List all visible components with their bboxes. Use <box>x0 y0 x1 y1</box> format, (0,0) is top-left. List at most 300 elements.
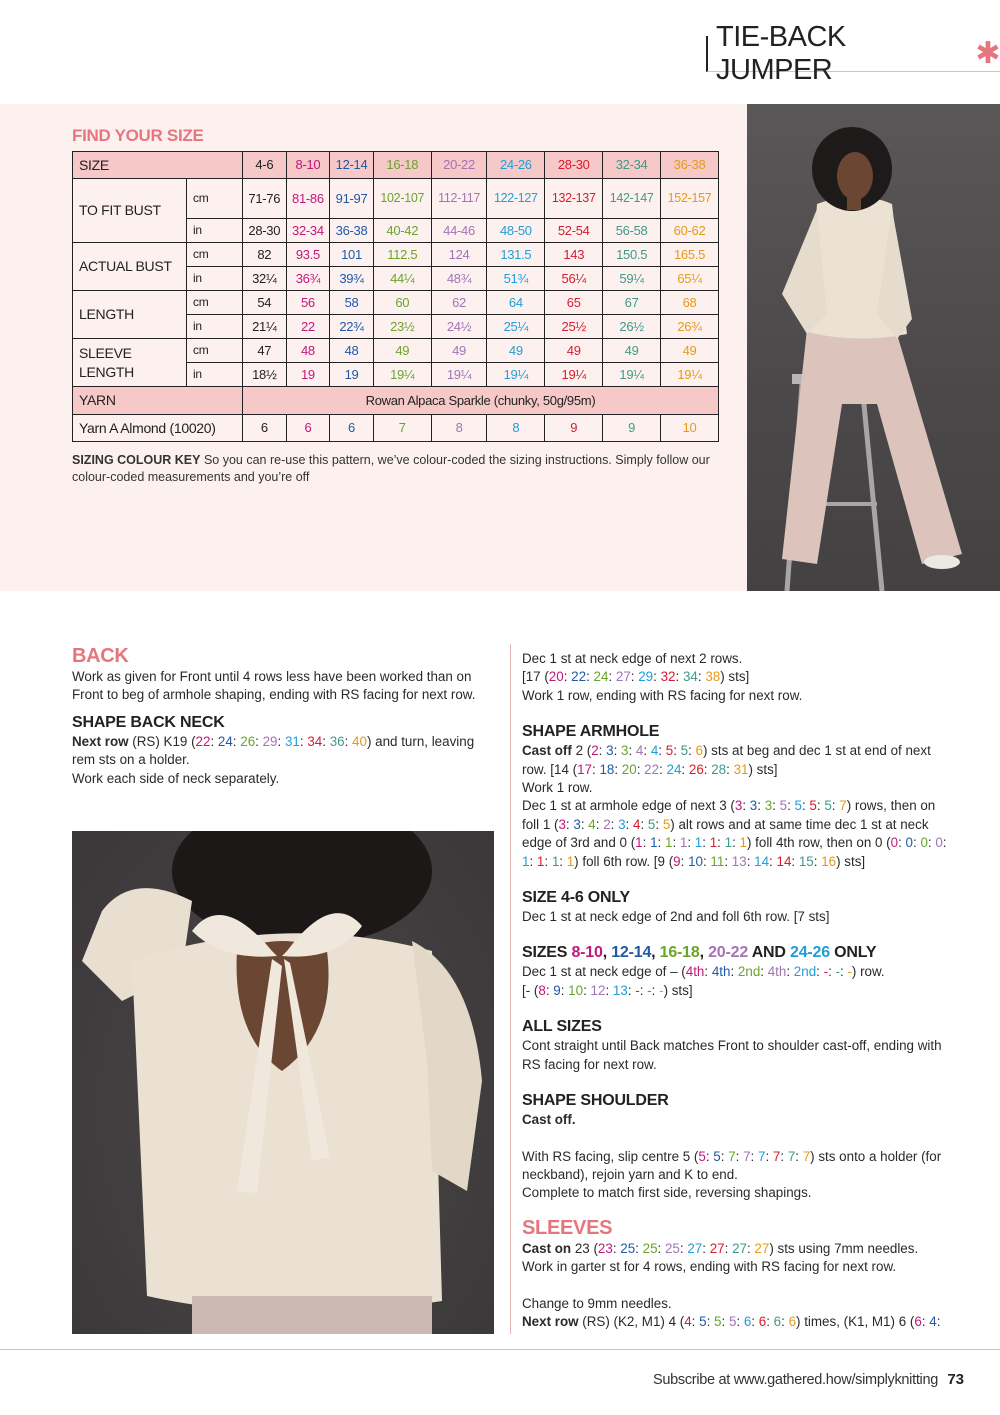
size-value: 1 <box>566 853 575 869</box>
unit-cm: cm <box>187 243 243 267</box>
dec-sts <box>522 668 947 686</box>
value-cell-in: 19 <box>286 363 330 387</box>
size-value: 1 <box>650 835 658 851</box>
size-value: 4th <box>711 964 731 980</box>
size-value: 10 <box>568 982 584 998</box>
separator: : <box>559 853 567 869</box>
shape-back-neck-heading: SHAPE BACK NECK <box>72 713 225 731</box>
value-cell-cm: 131.5 <box>487 243 545 267</box>
value-cell-in: 19 <box>330 363 374 387</box>
separator: : <box>746 1240 755 1256</box>
unit-in: in <box>187 315 243 339</box>
yarn-a-cell: 6 <box>330 415 374 442</box>
arm-a: 2 ( <box>571 743 592 759</box>
value-cell-cm: 47 <box>243 339 287 363</box>
key-text: So you can re-use this pattern, we’ve colour-coded the sizing instructions. Simply follow our colour-coded measurements and you’re off <box>72 453 710 484</box>
value-cell-in: 28-30 <box>243 219 287 243</box>
cast-off-text: Cast off. <box>522 1112 576 1128</box>
size-value: 25 <box>620 1240 636 1256</box>
size-value: 5 <box>680 743 689 759</box>
separator: : <box>936 1313 941 1329</box>
separator: : <box>625 816 633 832</box>
size-value: 24 <box>593 669 609 685</box>
size-value: 12 <box>590 982 606 998</box>
value-cell-cm: 48 <box>330 339 374 363</box>
separator: : <box>657 835 665 851</box>
separator: : <box>635 1240 643 1256</box>
size-value: 3 <box>573 816 581 832</box>
size-value: 34 <box>682 669 698 685</box>
size-value: 5 <box>809 798 817 814</box>
value-cell-in: 65¼ <box>661 267 719 291</box>
size-value: 5 <box>698 1148 706 1164</box>
unit-cm: cm <box>187 179 243 219</box>
size-cell: 28-30 <box>545 152 603 179</box>
all-sizes-heading: ALL SIZES <box>522 1018 602 1036</box>
find-size-heading: FIND YOUR SIZE <box>72 126 204 145</box>
size-label: 12-14 <box>611 944 652 962</box>
size-value: 7 <box>743 1148 751 1164</box>
sleeves-text-4 <box>522 1313 947 1331</box>
size-value: 4 <box>650 743 659 759</box>
size-value: 0 <box>905 835 913 851</box>
separator: : <box>720 1148 729 1164</box>
back-section <box>72 645 500 788</box>
size-cell: 4-6 <box>243 152 287 179</box>
separator: : <box>544 853 552 869</box>
size-value: - <box>635 982 640 998</box>
size-value: 3 <box>558 816 566 832</box>
separator: : <box>643 743 651 759</box>
neck-text-a: (RS) K19 ( <box>128 733 196 749</box>
model-photo-back <box>72 831 494 1334</box>
separator: : <box>831 798 840 814</box>
value-cell-in: 21¼ <box>243 315 287 339</box>
size-value: 4 <box>635 743 644 759</box>
sizes-heading-a: SIZES <box>522 944 572 962</box>
size-value: 32 <box>660 669 676 685</box>
separator: : <box>322 733 330 749</box>
value-cell-in: 18½ <box>243 363 287 387</box>
arm-sizes-3 <box>735 798 847 813</box>
size-value: 4 <box>684 1313 692 1329</box>
shape-shoulder-heading: SHAPE SHOULDER <box>522 1092 669 1110</box>
separator: : <box>726 761 734 777</box>
value-cell-cm: 68 <box>661 291 719 315</box>
separator: : <box>583 982 591 998</box>
value-cell-in: 19¼ <box>487 363 545 387</box>
separator: : <box>736 1313 744 1329</box>
measurement-row-cm <box>73 339 719 363</box>
size-value: 24 <box>217 733 233 749</box>
separator: : <box>680 853 689 869</box>
measurement-row-cm <box>73 179 719 219</box>
unit-cm: cm <box>187 291 243 315</box>
model-photo-seated <box>747 104 1000 591</box>
subscribe-link[interactable]: Subscribe at www.gathered.how/simplyknitting <box>653 1372 938 1388</box>
separator: : <box>772 798 780 814</box>
separator: , <box>699 944 709 962</box>
separator: : <box>735 1148 744 1164</box>
size-value: 25 <box>664 1240 680 1256</box>
size-value: - <box>835 964 840 980</box>
value-cell-in: 19¼ <box>431 363 487 387</box>
dec-c: Work 1 row, ending with RS facing for next row. <box>522 687 803 703</box>
arm-i: ) foll 6th row. [9 ( <box>574 853 674 869</box>
size-value: 3 <box>621 743 629 759</box>
size-value: 13 <box>612 982 628 998</box>
size-value: - <box>659 982 664 998</box>
size-value: 4 <box>588 816 596 832</box>
value-cell-cm: 62 <box>431 291 487 315</box>
separator: : <box>255 733 263 749</box>
value-cell-in: 44¼ <box>373 267 431 291</box>
arm-h: ) foll 4th row, then on 0 ( <box>746 835 891 851</box>
value-cell-in: 22¾ <box>330 315 374 339</box>
measurement-row-cm <box>73 291 719 315</box>
yarn-a-cell: 7 <box>373 415 431 442</box>
cast-off-label: Cast off <box>522 743 572 759</box>
value-cell-in: 25¼ <box>487 315 545 339</box>
sleeves-heading: SLEEVES <box>522 1216 613 1239</box>
value-cell-cm: 122-127 <box>487 179 545 219</box>
value-cell-in: 48-50 <box>487 219 545 243</box>
size-value: 28 <box>711 761 727 777</box>
separator: : <box>750 1148 758 1164</box>
separator: : <box>787 798 795 814</box>
value-cell-in: 40-42 <box>373 219 431 243</box>
size-value: 0 <box>920 835 928 851</box>
size-value: 26 <box>240 733 256 749</box>
separator: : <box>299 733 308 749</box>
size-value: 26 <box>688 761 704 777</box>
value-cell-cm: 93.5 <box>286 243 330 267</box>
column-divider <box>510 644 511 1334</box>
measurement-label: SLEEVE LENGTH <box>73 339 187 387</box>
size-value: - <box>847 964 852 980</box>
shape-armhole-heading: SHAPE ARMHOLE <box>522 723 660 741</box>
sleeves-text-1 <box>522 1240 947 1258</box>
value-cell-in: 36-38 <box>330 219 374 243</box>
size-value: 3 <box>749 798 758 814</box>
unit-cm: cm <box>187 339 243 363</box>
footer-divider <box>0 1349 1000 1350</box>
size-value: 5 <box>728 1313 737 1329</box>
sizes-text-a: Dec 1 st at neck edge of – ( <box>522 964 686 980</box>
armhole-text-1 <box>522 742 947 779</box>
size-value: 7 <box>839 798 847 814</box>
yarn-a-cell: 8 <box>431 415 487 442</box>
value-cell-cm: 58 <box>330 291 374 315</box>
size-value: 3 <box>618 816 626 832</box>
cast-on-label: Cast on <box>522 1240 572 1256</box>
size-value: 14 <box>754 853 770 869</box>
measurement-row-cm <box>73 243 719 267</box>
value-cell-in: 23½ <box>373 315 431 339</box>
separator: : <box>687 835 695 851</box>
size-cell: 32-34 <box>603 152 661 179</box>
next-row-label: Next row <box>72 733 129 749</box>
arm-g: ) alt rows and at same time dec 1 st at neck edge of 3rd and 0 ( <box>522 816 929 851</box>
sizes-sts-nums <box>538 983 663 998</box>
yarn-a-cell: 6 <box>243 415 287 442</box>
value-cell-in: 19¼ <box>661 363 719 387</box>
separator: : <box>613 743 622 759</box>
separator: : <box>742 798 750 814</box>
measurement-label: ACTUAL BUST <box>73 243 187 291</box>
separator: : <box>608 669 616 685</box>
size-value: 17 <box>577 761 592 777</box>
separator: : <box>801 798 810 814</box>
sizes-text-d: ) sts] <box>663 982 693 998</box>
separator: : <box>653 669 661 685</box>
separator: : <box>751 1313 759 1329</box>
dec-b: ) sts] <box>720 669 750 685</box>
sleeve-sizes-2 <box>684 1314 796 1329</box>
separator: : <box>614 761 622 777</box>
value-cell-cm: 54 <box>243 291 287 315</box>
separator: : <box>277 733 285 749</box>
separator: : <box>760 964 768 980</box>
size-value: 1 <box>739 835 747 851</box>
size-value: 38 <box>705 669 721 685</box>
value-cell-in: 51¾ <box>487 267 545 291</box>
value-cell-in: 52-54 <box>545 219 603 243</box>
size-value: 22 <box>644 761 660 777</box>
value-cell-in: 44-46 <box>431 219 487 243</box>
size-value: 5 <box>824 798 832 814</box>
size-value: 27 <box>687 1240 703 1256</box>
size-value: 5 <box>699 1313 707 1329</box>
value-cell-in: 19¼ <box>373 363 431 387</box>
size-cell: 8-10 <box>286 152 330 179</box>
separator: : <box>791 853 799 869</box>
size-value: 24 <box>666 761 682 777</box>
arm-b: ) sts at beg and dec 1 st at end of next row. [14 ( <box>522 743 931 777</box>
size-cell: 16-18 <box>373 152 431 179</box>
size-value: 14 <box>776 853 792 869</box>
separator: : <box>702 1240 710 1256</box>
value-cell-in: 32-34 <box>286 219 330 243</box>
size-value: 9 <box>553 982 561 998</box>
separator: : <box>659 761 667 777</box>
size-value: 8 <box>538 982 546 998</box>
size-value: 4 <box>633 816 641 832</box>
separator: , <box>602 944 612 962</box>
size-cell: 36-38 <box>661 152 719 179</box>
size-value: 34 <box>307 733 323 749</box>
size-value: 20 <box>621 761 637 777</box>
size-value: 13 <box>731 853 747 869</box>
sizes-heading-c: ONLY <box>829 944 877 962</box>
yarn-a-cell: 10 <box>661 415 719 442</box>
separator: : <box>927 835 936 851</box>
size-value: 29 <box>638 669 654 685</box>
size-value: 4th <box>685 964 705 980</box>
yarn-row <box>73 387 719 415</box>
sl-a: 23 ( <box>571 1240 598 1256</box>
separator: : <box>704 964 712 980</box>
value-cell-cm: 91-97 <box>330 179 374 219</box>
sleeves-text-3: Change to 9mm needles. <box>522 1295 672 1311</box>
neck-sizes <box>196 734 367 749</box>
size-value: 1 <box>551 853 560 869</box>
value-cell-cm: 49 <box>487 339 545 363</box>
separator: : <box>703 761 712 777</box>
size-value: 7 <box>758 1148 766 1164</box>
separator: : <box>586 669 594 685</box>
size-value: 4th <box>767 964 787 980</box>
separator: : <box>657 1240 665 1256</box>
size-value: 5 <box>794 798 802 814</box>
measurement-label: TO FIT BUST <box>73 179 187 243</box>
size-value: 36 <box>329 733 345 749</box>
page-title <box>706 20 1000 86</box>
page-number: 73 <box>947 1371 964 1388</box>
arm-c: ) sts] <box>748 761 778 777</box>
size-value: 7 <box>787 1148 796 1164</box>
size-label: 20-22 <box>708 944 749 962</box>
size-value: 3 <box>606 743 614 759</box>
value-cell-cm: 48 <box>286 339 330 363</box>
sizes-row-nums <box>686 964 852 979</box>
size-value: 2nd <box>737 964 761 980</box>
separator: : <box>898 835 906 851</box>
value-cell-cm: 124 <box>431 243 487 267</box>
arm-sizes-4 <box>558 817 670 832</box>
value-cell-cm: 165.5 <box>661 243 719 267</box>
sleeves-text-2: Work in garter st for 4 rows, ending with RS facing for next row. <box>522 1259 897 1275</box>
separator: : <box>563 669 572 685</box>
separator: : <box>765 1148 773 1164</box>
value-cell-cm: 143 <box>545 243 603 267</box>
separator: : <box>610 816 619 832</box>
value-cell-in: 19¼ <box>545 363 603 387</box>
sl-b: ) sts using 7mm needles. <box>769 1240 919 1256</box>
size-cell: 20-22 <box>431 152 487 179</box>
size-value: 5 <box>713 1148 721 1164</box>
value-cell-cm: 152-157 <box>661 179 719 219</box>
separator: : <box>816 798 825 814</box>
size-value: 27 <box>709 1240 725 1256</box>
size-value: 27 <box>615 669 631 685</box>
size-value: 6 <box>695 743 703 759</box>
size-value: 29 <box>262 733 278 749</box>
value-cell-cm: 49 <box>661 339 719 363</box>
back-heading: BACK <box>72 645 129 667</box>
size-value: 4 <box>929 1313 937 1329</box>
size-cell: 12-14 <box>330 152 374 179</box>
size-value: 6 <box>773 1313 782 1329</box>
size-value: 1 <box>724 835 733 851</box>
separator: : <box>766 1313 774 1329</box>
arm-sizes-7 <box>673 854 836 869</box>
separator: : <box>658 743 666 759</box>
separator: : <box>210 733 218 749</box>
separator: : <box>717 835 725 851</box>
size-table <box>72 151 719 442</box>
yarn-a-cell: 9 <box>545 415 603 442</box>
value-cell-cm: 112-117 <box>431 179 487 219</box>
separator: : <box>605 982 613 998</box>
value-cell-in: 26¾ <box>661 315 719 339</box>
value-cell-cm: 60 <box>373 291 431 315</box>
value-cell-cm: 65 <box>545 291 603 315</box>
separator: : <box>595 816 604 832</box>
separator: : <box>697 669 706 685</box>
separator: : <box>612 1240 621 1256</box>
sizes-text-b: ) row. <box>851 964 885 980</box>
separator: : <box>757 798 765 814</box>
separator: : <box>565 816 574 832</box>
size-label: 8-10 <box>571 944 603 962</box>
value-cell-in: 60-62 <box>661 219 719 243</box>
sl-f: ) times, (K1, M1) 6 ( <box>796 1313 915 1329</box>
separator: : <box>675 669 683 685</box>
arm-sizes-1 <box>591 743 703 758</box>
value-cell-cm: 82 <box>243 243 287 267</box>
centre-sizes <box>698 1149 810 1164</box>
asterisk-icon: ✱ <box>975 37 1000 70</box>
separator: : <box>691 1313 700 1329</box>
separator: : <box>673 743 681 759</box>
separator: : <box>545 982 554 998</box>
separator: : <box>636 761 645 777</box>
shape-shoulder-text <box>522 1111 947 1129</box>
separator: : <box>598 743 607 759</box>
separator: : <box>839 964 848 980</box>
unit-in: in <box>187 267 243 291</box>
value-cell-cm: 102-107 <box>373 179 431 219</box>
separator: : <box>828 964 836 980</box>
value-cell-cm: 81-86 <box>286 179 330 219</box>
next-row-label-2: Next row <box>522 1313 579 1329</box>
size-value: 9 <box>673 853 681 869</box>
separator: : <box>630 669 639 685</box>
separator: : <box>651 982 660 998</box>
sleeve-sizes <box>598 1241 769 1256</box>
separator: : <box>640 816 648 832</box>
unit-in: in <box>187 219 243 243</box>
yarn-a-label: Yarn A Almond (10020) <box>73 415 243 442</box>
value-cell-cm: 49 <box>431 339 487 363</box>
value-cell-in: 59¼ <box>603 267 661 291</box>
size-value: 20 <box>548 669 564 685</box>
yarn-a-cell: 9 <box>603 415 661 442</box>
key-title: SIZING COLOUR KEY <box>72 453 201 467</box>
yarn-a-cell: 6 <box>286 415 330 442</box>
value-cell-cm: 64 <box>487 291 545 315</box>
separator: : <box>681 761 689 777</box>
value-cell-in: 26½ <box>603 315 661 339</box>
value-cell-cm: 67 <box>603 291 661 315</box>
dec-text: Dec 1 st at neck edge of next 2 rows. <box>522 651 743 666</box>
size-value: 6 <box>914 1313 922 1329</box>
size-value: 6 <box>743 1313 752 1329</box>
separator: : <box>795 1148 803 1164</box>
size-value: 15 <box>798 853 814 869</box>
size-4-6-text: Dec 1 st at neck edge of 2nd and foll 6th row. [7 sts] <box>522 909 830 925</box>
size-value: 6 <box>788 1313 797 1329</box>
separator: : <box>672 835 680 851</box>
separator: : <box>232 733 241 749</box>
value-cell-cm: 101 <box>330 243 374 267</box>
size-value: 5 <box>647 816 656 832</box>
value-cell-cm: 132-137 <box>545 179 603 219</box>
separator: : <box>816 964 824 980</box>
all-sizes-text: Cont straight until Back matches Front to shoulder cast-off, ending with RS facing for next row. <box>522 1038 942 1072</box>
separator: : <box>529 853 537 869</box>
